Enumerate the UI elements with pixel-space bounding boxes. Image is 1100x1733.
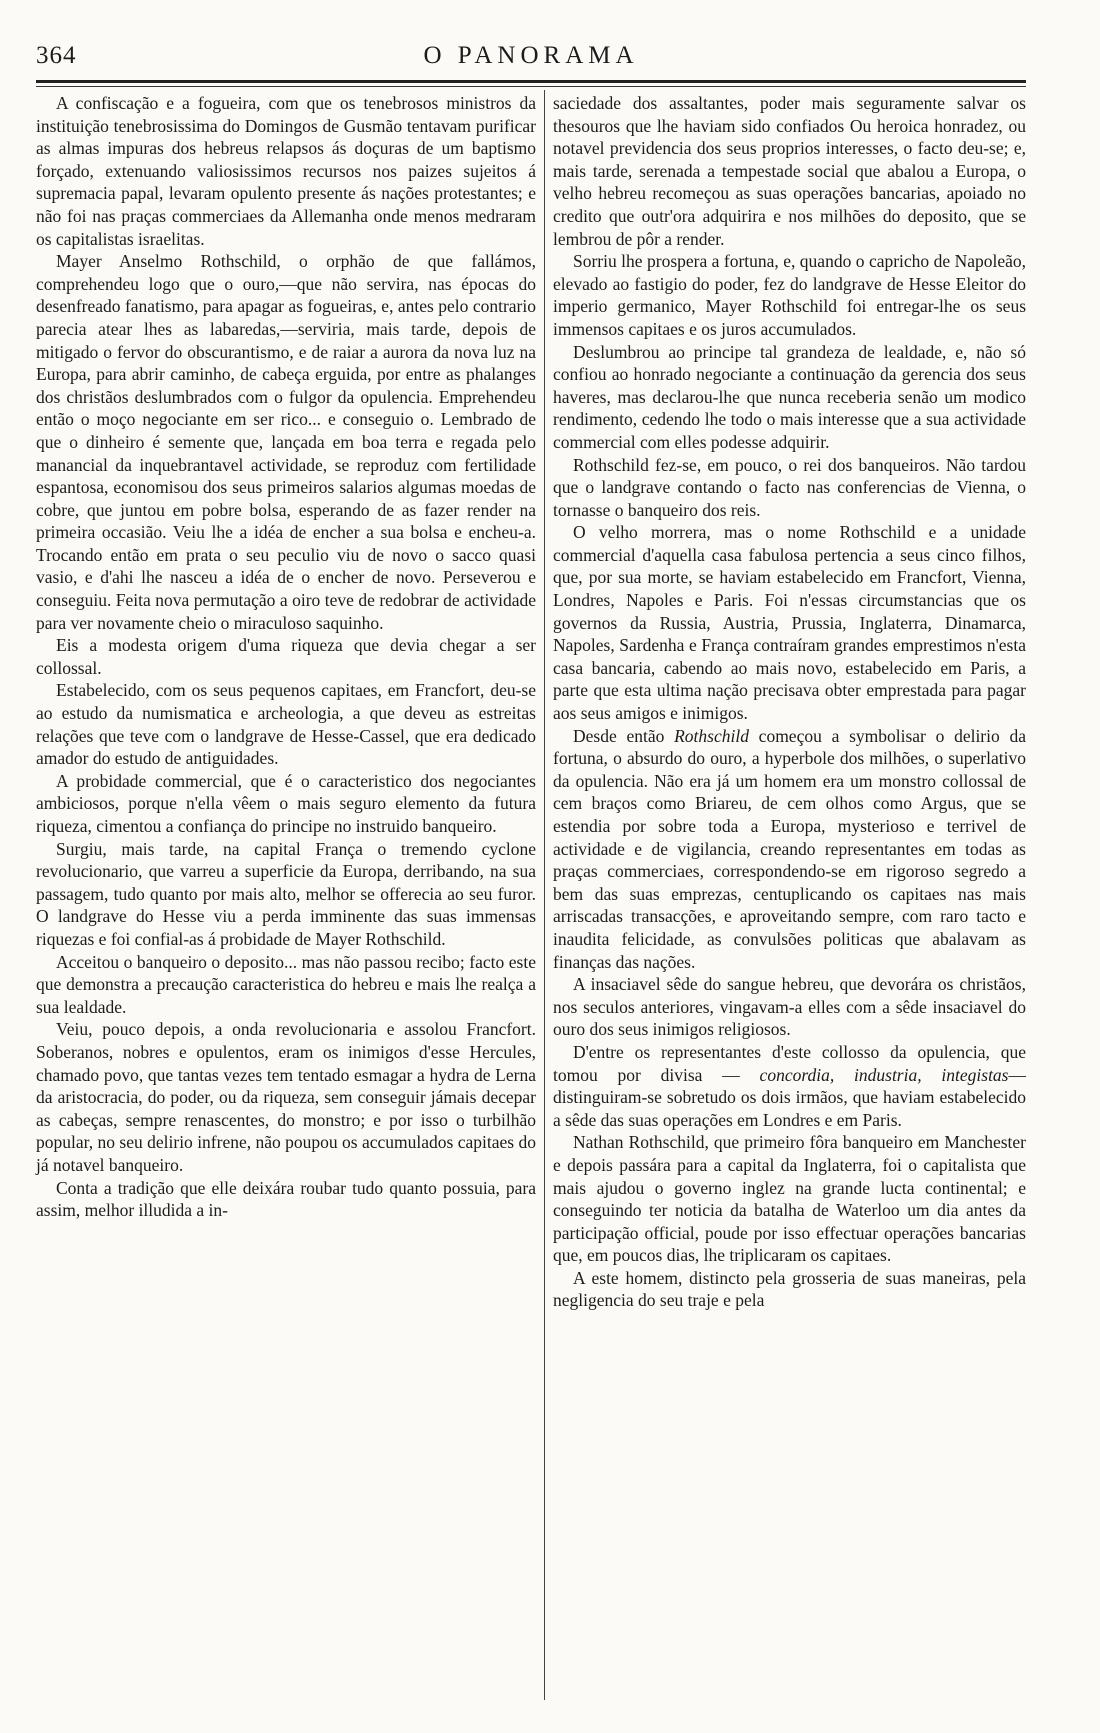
paragraph: Sorriu lhe prospera a fortuna, e, quando o capricho de Napoleão, elevado ao fastigio do poder, fez do landgrave de Hesse Eleitor do imperio germanico, Mayer Rothschild foi entregar-lhe os seus immensos capitaes e os juros accumulados. (553, 251, 1026, 339)
paragraph: Rothschild fez-se, em pouco, o rei dos banqueiros. Não tardou que o landgrave contando o facto nas conferencias de Vienna, o tornasse o banqueiro dos reis. (553, 454, 1026, 520)
italic-text: Rothschild (674, 725, 749, 746)
column-divider (544, 90, 545, 1700)
paragraph (553, 725, 1026, 974)
paragraph: Deslumbrou ao principe tal grandeza de lealdade, e, não só confiou ao honrado negociante a continuação da gerencia dos seus haveres, mas declarou-lhe que nunca receberia senão um modico rendimento, cedendo lhe todo o mais interesse que a sua actividade commercial com elles podesse adquirir. (553, 341, 1026, 452)
italic-text: concordia, industria, integistas (759, 1064, 1009, 1085)
text-run: —distinguiram-se sobretudo os dois irmãos, que haviam estabelecido a sêde das suas operações em Londres e em Paris. (553, 1064, 1026, 1130)
paragraph: A probidade commercial, que é o caracteristico dos negociantes ambiciosos, porque n'ella vêem o mais seguro elemento da futura riqueza, cimentou a confiança do principe no instruido banqueiro. (36, 770, 536, 836)
text-run: Desde então (573, 725, 675, 746)
header-rule-thick (36, 80, 1026, 83)
paragraph: Mayer Anselmo Rothschild, o orphão de que fallámos, comprehendeu logo que o ouro,—que não servira, nas épocas do desenfreado fanatismo, para apagar as fogueiras, e, antes pelo contrario parecia atear lhes as labaredas,—serviria, mais tarde, depois de mitigado o fervor do obscurantismo, e de raiar a aurora da nova luz na Europa, para abrir caminho, de cabeça erguida, por entre as phalanges dos christãos deslumbrados com o fulgor da opulencia. Emprehendeu então o moço negociante em ser rico... e conseguio o. Lembrado de que o dinheiro é semente que, lançada em boa terra e regada pelo manancial da inquebrantavel actividade, se reproduz com fertilidade espantosa, economisou dos seus primeiros salarios algumas moedas de cobre, que juntou em pobre bolsa, esperando de as fazer render na primeira occasião. Veiu lhe a idéa de encher a sua bolsa e encheu-a. Trocando então em prata o seu peculio viu de novo o sacco quasi vasio, e d'ahi lhe nasceu a idéa de o encher de novo. Perseverou e conseguiu. Feita nova permutação a oiro teve de redobrar de actividade para ver novamente cheio o miraculoso saquinho. (36, 251, 536, 633)
page-header (36, 40, 1026, 76)
page-number: 364 (36, 42, 77, 69)
text-run: começou a symbolisar o delirio da fortuna, o absurdo do ouro, a hyperbole dos milhões, o superlativo da opulencia. Não era já um homem era um monstro collossal de cem braços como Briareu, de cem olhos como Argus, que se estendia por sobre toda a Europa, mysterioso e terrivel de actividade e de vigilancia, creando representantes em todas as praças commerciaes, correspondendo-se em rigoroso segredo a bem das suas emprezas, centuplicando os capitaes nas mais arriscadas transacções, e aproveitando sempre, com raro tacto e inaudita felicidade, as convulsões politicas que abalavam as finanças das nações. (553, 725, 1026, 972)
paragraph: Conta a tradição que elle deixára roubar tudo quanto possuia, para assim, melhor illudida a in- (36, 1177, 536, 1221)
paragraph: Eis a modesta origem d'uma riqueza que devia chegar a ser collossal. (36, 635, 536, 678)
paragraph: Surgiu, mais tarde, na capital França o tremendo cyclone revolucionario, que varreu a superficie da Europa, derribando, na sua passagem, tudo quanto por mais alto, melhor se offerecia ao seu furor. O landgrave do Hesse viu a perda imminente das suas immensas riquezas e foi confial-as á probidade de Mayer Rothschild. (36, 838, 536, 949)
paragraph (553, 1041, 1026, 1131)
paragraph: Acceitou o banqueiro o deposito... mas não passou recibo; facto este que demonstra a precaução caracteristica do hebreu e mais lhe realça a sua lealdade. (36, 951, 536, 1017)
paragraph-continued: saciedade dos assaltantes, poder mais seguramente salvar os thesouros que lhe haviam sido confiados Ou heroica honradez, ou notavel previdencia dos seus proprios interesses, o facto deu-se; e, mais tarde, serenada a tempestade social que abalou a Europa, o velho hebreu recomeçou as suas operações bancarias, apoiado no credito que outr'ora adquirira e nos milhões do deposito, que se lembrou de pôr a render. (553, 93, 1026, 249)
text-run: D'entre os representantes d'este collosso da opulencia, que tomou por divisa — (553, 1041, 1026, 1085)
header-rule-thin (36, 86, 1026, 87)
paragraph: Veiu, pouco depois, a onda revolucionaria e assolou Francfort. Soberanos, nobres e opulentos, eram os inimigos d'esse Hercules, chamado povo, que tantas vezes tem tentado esmagar a hydra de Lerna da aristocracia, do poder, ou da riqueza, sem conseguir jámais decepar as cabeças, sempre renascentes, do monstro; e por isso o turbilhão popular, no seu delirio infrene, não poupou os accumulados capitaes do já notavel banqueiro. (36, 1019, 536, 1175)
left-column (36, 92, 536, 1222)
paragraph: A este homem, distincto pela grosseria de suas maneiras, pela negligencia do seu traje e pela (553, 1267, 1026, 1311)
journal-title: O PANORAMA (423, 42, 639, 69)
paragraph: O velho morrera, mas o nome Rothschild e a unidade commercial d'aquella casa fabulosa pertencia a seus cinco filhos, que, por sua morte, se haviam estabelecido em Francfort, Vienna, Londres, Napoles e Paris. Foi n'essas circumstancias que os governos da Russia, Austria, Prussia, Inglaterra, Dinamarca, Napoles, Sardenha e França contraíram grandes emprestimos n'esta casa bancaria, cabendo ao mais novo, estabelecido em Paris, a parte que esta ultima nação precisava obter emprestada para pagar aos seus amigos e inimigos. (553, 522, 1026, 724)
right-column (553, 92, 1026, 1312)
paragraph: A confiscação e a fogueira, com que os tenebrosos ministros da instituição tenebrosissima do Domingos de Gusmão tentavam purificar as almas impuras dos hebreus relapsos ás doçuras de um baptismo forçado, extenuando valiosissimos recursos nos paizes sujeitos á supremacia papal, levaram opulento presente ás nações protestantes; e não foi nas praças commerciaes da Allemanha onde menos medraram os capitalistas israelitas. (36, 93, 536, 249)
paragraph: Nathan Rothschild, que primeiro fôra banqueiro em Manchester e depois passára para a capital da Inglaterra, foi o capitalista que mais ajudou o governo inglez na grande lucta continental; e conseguindo ter noticia da batalha de Waterloo um dia antes da participação official, poude por isso effectuar operações bancarias que, em poucos dias, lhe triplicaram os capitaes. (553, 1132, 1026, 1266)
paragraph: A insaciavel sêde do sangue hebreu, que devorára os christãos, nos seculos anteriores, vingavam-a elles com a sêde insaciavel do ouro dos seus inimigos religiosos. (553, 974, 1026, 1040)
paragraph: Estabelecido, com os seus pequenos capitaes, em Francfort, deu-se ao estudo da numismatica e archeologia, a que deveu as estreitas relações que teve com o landgrave de Hesse-Cassel, que era dedicado amador do estudo de antiguidades. (36, 680, 536, 769)
